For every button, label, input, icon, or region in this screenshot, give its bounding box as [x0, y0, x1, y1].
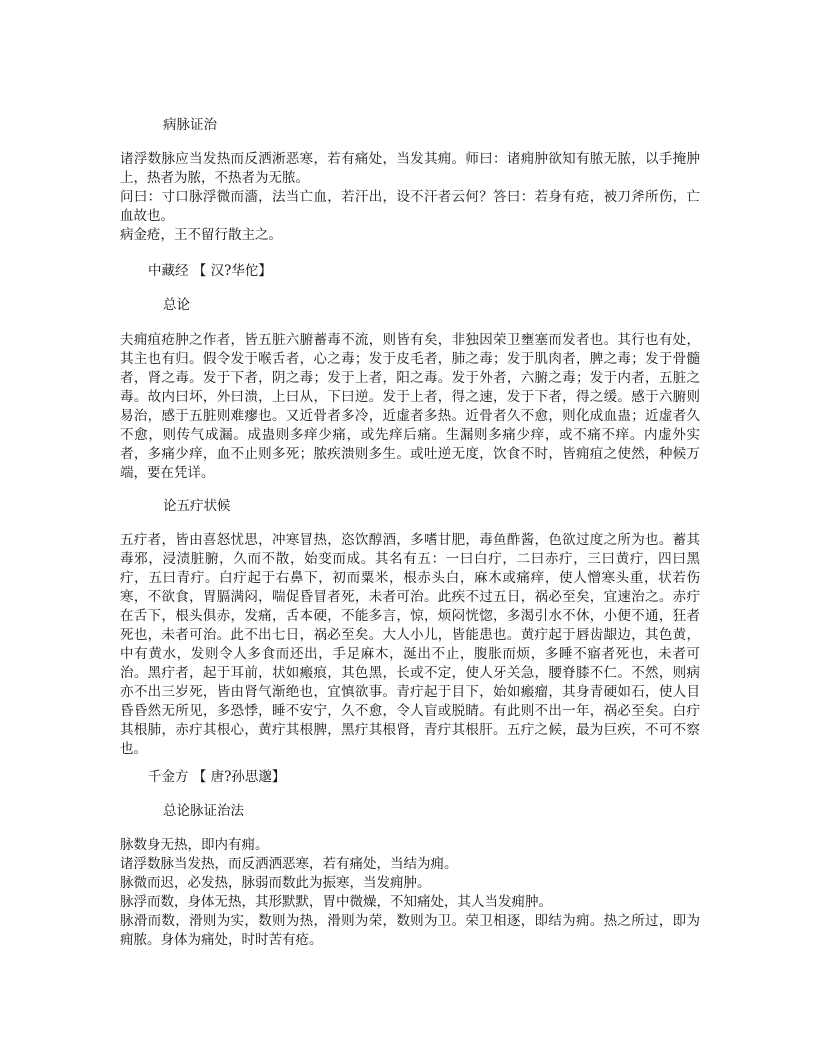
paragraph: 诸浮数脉应当发热而反洒淅恶寒，若有痛处，当发其痈。师曰：诸痈肿欲知有脓无脓，以手掩肿上，热者为脓，不热者为无脓。 [120, 151, 700, 186]
paragraph: 脉微而迟，必发热，脉弱而数此为振寒，当发痈肿。 [120, 875, 431, 891]
book-title: 千金方 【 唐?孙思邈】 [148, 769, 286, 785]
paragraph: 脉滑而数，滑则为实，数则为热，滑则为荣，数则为卫。荣卫相逐，即结为痈。热之所过，即为痈脓。身体为痛处，时时苦有疮。 [120, 913, 700, 948]
section-heading: 总论脉证治法 [163, 803, 244, 819]
section-body [120, 331, 700, 483]
section-heading: 病脉证治 [163, 117, 217, 133]
paragraph: 脉数身无热，即内有痈。 [120, 837, 269, 853]
paragraph: 诸浮数脉当发热，而反洒洒恶寒，若有痛处，当结为痈。 [120, 856, 458, 872]
section-heading: 总论 [163, 297, 190, 313]
paragraph: 病金疮，王不留行散主之。 [120, 227, 282, 243]
section-body [120, 531, 700, 759]
paragraph: 脉浮而数，身体无热，其形默默，胃中微燥，不知痛处，其人当发痈肿。 [120, 894, 552, 910]
book-title: 中藏经 【 汉?华佗】 [148, 263, 272, 279]
paragraph: 五疔者，皆由喜怒忧思，冲寒冒热，恣饮醇酒，多嗜甘肥，毒鱼酢酱，色欲过度之所为也。蓄其毒邪，浸渍脏腑，久而不散，始变而成。其名有五：一曰白疔，二曰赤疔，三曰黄疔，四曰黑疔，五曰青疔。白疔起于右鼻下，初而粟米，根赤头白，麻木或痛痒，使人憎寒头重，状若伤寒，不欲食，胃膈满闷，喘促昏冒者死，未者可治。此疾不过五日，祸必至矣，宜速治之。赤疔在舌下，根头俱赤，发痛，舌本硬，不能多言，惊，烦闷恍惚，多渴引水不休，小便不通，狂者死也，未者可治。此不出七日，祸必至矣。大人小儿，皆能患也。黄疔起于唇齿龈边，其色黄，中有黄水，发则令人多食而还出，手足麻木，涎出不止，腹胀而烦，多睡不寤者死也，未者可治。黑疔者，起于耳前，状如瘢痕，其色黑，长或不定，使人牙关急，腰脊膝不仁。不然，则病亦不出三岁死，皆由肾气渐绝也，宜慎欲事。青疔起于目下，始如瘢瘤，其身青硬如石，使人目昏昏然无所见，多恐悸，睡不安宁，久不愈，令人盲或脱睛。有此则不出一年，祸必至矣。白疔其根肺，赤疔其根心，黄疔其根脾，黑疔其根肾，青疔其根肝。五疔之候，最为巨疾，不可不察也。 [120, 532, 700, 757]
section-body [120, 150, 700, 245]
section-heading: 论五疔状候 [163, 498, 231, 514]
paragraph: 夫痈疽疮肿之作者，皆五脏六腑蓄毒不流，则皆有矣，非独因荣卫壅塞而发者也。其行也有处，其主也有归。假令发于喉舌者，心之毒；发于皮毛者，肺之毒；发于肌肉者，脾之毒；发于骨髓者，肾之毒。发于下者，阴之毒；发于上者，阳之毒。发于外者，六腑之毒；发于内者，五脏之毒。故内曰坏，外曰溃，上曰从，下曰逆。发于上者，得之速，发于下者，得之缓。感于六腑则易治，感于五脏则难瘳也。又近骨者多冷，近虚者多热。近骨者久不愈，则化成血蛊；近虚者久不愈，则传气成漏。成蛊则多痒少痛，或先痒后痛。生漏则多痛少痒，或不痛不痒。内虚外实者，多痛少痒，血不止则多死；脓疾溃则多生。或吐逆无度，饮食不时，皆痈疽之使然，种候万端，要在凭详。 [120, 332, 700, 481]
section-body [120, 836, 700, 950]
paragraph: 问曰：寸口脉浮微而濇，法当亡血，若汗出，设不汗者云何？答曰：若身有疮，被刀斧所伤，亡血故也。 [120, 189, 700, 224]
